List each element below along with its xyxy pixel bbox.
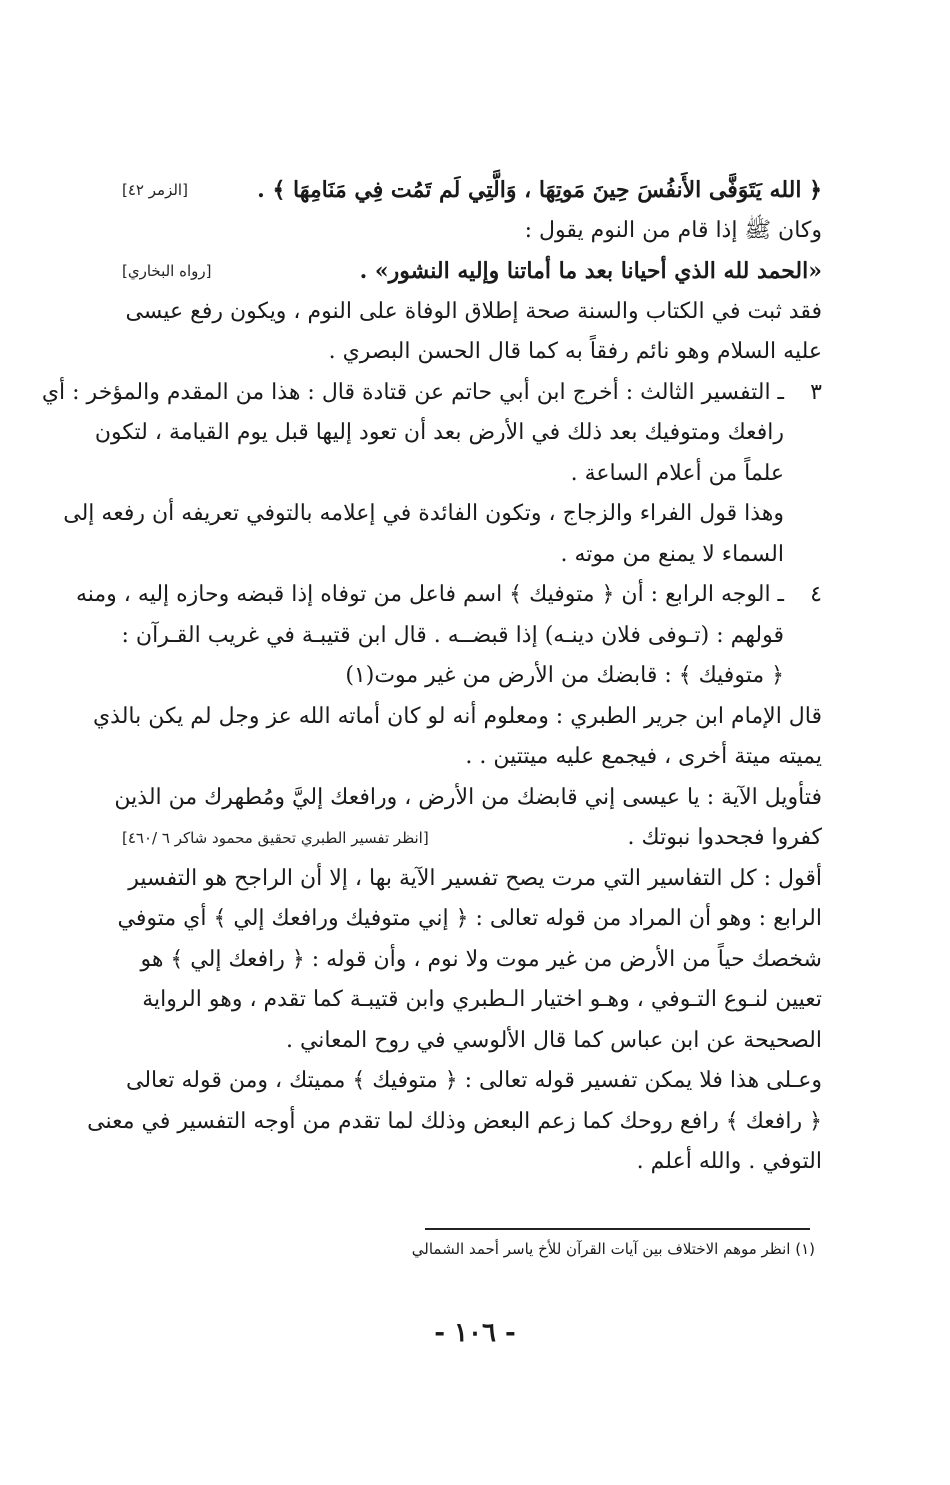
text-line	[122, 980, 822, 1021]
text-line	[63, 494, 822, 535]
line-text: وعـلى هذا فلا يمكن تفسير قوله تعالى : ﴿ متوفيك ﴾ مميتك ، ومن قوله تعالى	[126, 1068, 822, 1093]
text-line	[122, 170, 822, 211]
line-text: قال الإمام ابن جرير الطبري : ومعلوم أنه لو كان أماته الله عز وجل لم يكن بالذي	[92, 703, 822, 729]
page-number: - ١٠٦ -	[434, 1318, 516, 1348]
text-line	[41, 373, 822, 414]
text-line	[122, 1142, 822, 1183]
line-text: الصحيحة عن ابن عباس كما قال الألوسي في روح المعاني .	[285, 1027, 822, 1053]
line-text: فقد ثبت في الكتاب والسنة صحة إطلاق الوفاة على النوم ، ويكون رفع عيسى	[125, 298, 822, 324]
text-line	[122, 332, 822, 373]
line-text: كفروا فجحدوا نبوتك .	[627, 825, 822, 850]
line-text: ـ التفسير الثالث : أخرج ابن أبي حاتم عن قتادة قال : هذا من المقدم والمؤخر : أي	[41, 379, 784, 405]
text-line	[117, 899, 822, 940]
line-text: علماً من أعلام الساعة .	[570, 460, 784, 486]
citation: [الزمر ٤٢]	[122, 181, 188, 199]
text-line	[122, 818, 822, 859]
line-text: ـ الوجه الرابع : أن ﴿ متوفيك ﴾ اسم فاعل من توفاه إذا قبضه وحازه إليه ، ومنه	[75, 582, 784, 607]
line-text: وكان ﷺ إذا قام من النوم يقول :	[524, 217, 822, 243]
line-text: عليه السلام وهو نائم رفقاً به كما قال الحسن البصري .	[328, 339, 822, 364]
line-text: يميته ميتة أخرى ، فيجمع عليه ميتتين . .	[465, 744, 822, 769]
main-text	[41, 170, 822, 1183]
text-line	[92, 697, 822, 738]
line-text: الرابع : وهو أن المراد من قوله تعالى : ﴿ إني متوفيك ورافعك إلي ﴾ أي متوفي	[117, 906, 822, 931]
list-number: ٣	[810, 379, 822, 405]
text-line	[87, 1102, 822, 1143]
line-text: ﴿ متوفيك ﴾ : قابضك من الأرض من غير موت(١)	[345, 663, 784, 688]
line-text: السماء لا يمنع من موته .	[560, 541, 784, 567]
text-line	[122, 535, 822, 576]
text-line	[122, 737, 822, 778]
text-line	[122, 940, 822, 981]
text-line	[122, 1021, 822, 1062]
text-line	[122, 251, 822, 292]
text-line	[122, 1061, 822, 1102]
line-text: تعيين لنـوع التـوفي ، وهـو اختيار الـطبري وابن قتيبـة كما تقدم ، وهو الرواية	[142, 987, 822, 1012]
line-text: التوفي . والله أعلم .	[636, 1149, 822, 1174]
text-line	[122, 616, 822, 657]
line-text: شخصك حياً من الأرض من غير موت ولا نوم ، وأن قوله : ﴿ رافعك إلي ﴾ هو	[140, 946, 822, 972]
text-line	[122, 656, 822, 697]
line-text: وهذا قول الفراء والزجاج ، وتكون الفائدة في إعلامه بالتوفي تعريفه أن رفعه إلى	[63, 501, 784, 526]
line-text: قولهم : (تـوفى فلان دينـه) إذا قبضــه . قال ابن قتيبـة في غريب القـرآن :	[121, 622, 784, 648]
footnote-divider	[425, 1228, 810, 1230]
line-text: رافعك ومتوفيك بعد ذلك في الأرض بعد أن تعود إليها قبل يوم القيامة ، لتكون	[94, 420, 784, 445]
text-line	[114, 778, 822, 819]
line-text: أقول : كل التفاسير التي مرت يصح تفسير الآية بها ، إلا أن الراجح هو التفسير	[128, 865, 822, 891]
text-line	[122, 292, 822, 333]
text-line	[122, 859, 822, 900]
citation: [رواه البخاري]	[122, 262, 212, 280]
text-line	[122, 211, 822, 252]
line-text: ﴿ الله يَتَوَفَّى الأَنفُسَ حِينَ مَوتِهَا ، وَالَّتِي لَم تَمُت فِي مَنَامِهَا ﴾ .	[257, 177, 822, 203]
list-number: ٤	[810, 582, 822, 607]
line-text: فتأويل الآية : يا عيسى إني قابضك من الأرض ، ورافعك إليَّ ومُطهرك من الذين	[114, 784, 822, 810]
line-text: «الحمد لله الذي أحيانا بعد ما أماتنا وإليه النشور» .	[359, 258, 822, 284]
text-line	[94, 413, 822, 454]
text-line	[75, 575, 822, 616]
footnote: (١) انظر موهم الاختلاف بين آيات القرآن للأخ ياسر أحمد الشمالي	[411, 1240, 815, 1258]
text-line	[122, 454, 822, 495]
line-text: ﴿ رافعك ﴾ رافع روحك كما زعم البعض وذلك لما تقدم من أوجه التفسير في معنى	[87, 1108, 822, 1134]
citation: [انظر تفسير الطبري تحقيق محمود شاكر ٦ /٤٦٠]	[122, 829, 429, 847]
